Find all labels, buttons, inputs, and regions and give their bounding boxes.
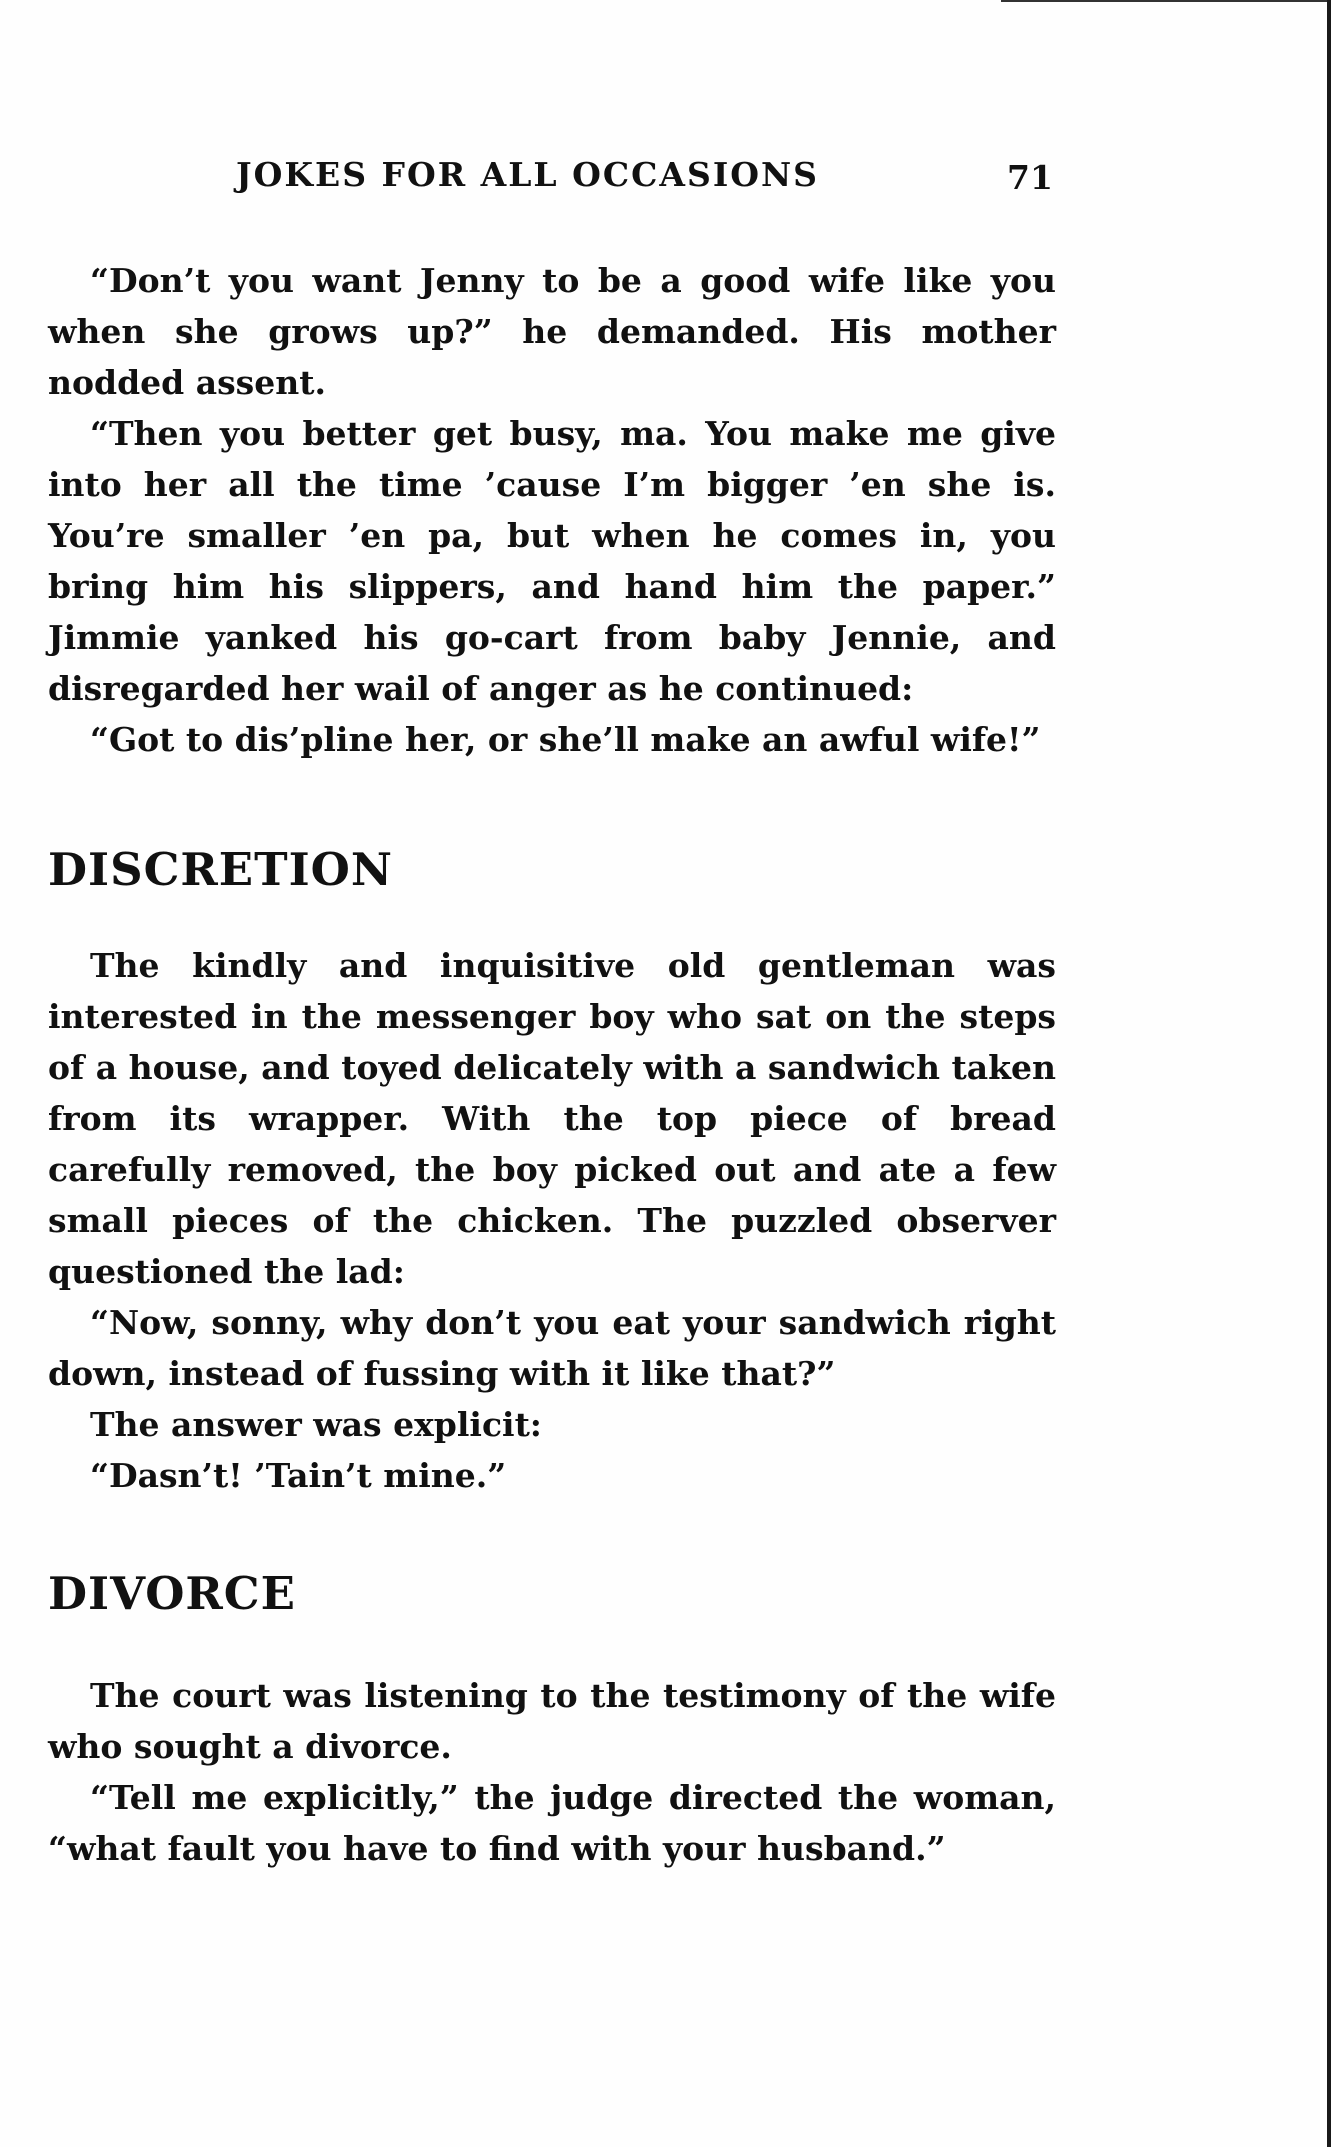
running-head: JOKES FOR ALL OCCASIONS	[236, 155, 819, 194]
paragraph: “Dasn’t! ’Tain’t mine.”	[90, 1456, 507, 1495]
paragraph: “Got to dis’pline her, or she’ll make an awful wife!”	[90, 720, 1041, 759]
paragraph: “Tell me explicitly,” the judge directed the woman, “what fault you have to find with your husband.”	[48, 1778, 1056, 1868]
discretion-story	[48, 940, 1056, 1501]
scan-edge-top	[1001, 0, 1331, 2]
paragraph: “Now, sonny, why don’t you eat your sandwich right down, instead of fussing with it like that?”	[48, 1303, 1056, 1393]
divorce-story	[48, 1670, 1056, 1874]
paragraph: “Then you better get busy, ma. You make me give into her all the time ’cause I’m bigger ’en she is. You’re smaller ’en pa, but when he comes in, you bring him his slippers, and hand him the paper.” Jimmie yanked his go-cart from baby Jennie, and disregarded her wail of anger as he continued:	[48, 414, 1056, 708]
intro-story	[48, 255, 1056, 765]
section-heading-divorce: DIVORCE	[48, 1567, 296, 1620]
paragraph: The answer was explicit:	[90, 1405, 542, 1444]
paragraph: The kindly and inquisitive old gentleman was interested in the messenger boy who sat on the steps of a house, and toyed delicately with a sandwich taken from its wrapper. With the top piece of bread carefully removed, the boy picked out and ate a few small pieces of the chicken. The puzzled observer questioned the lad:	[48, 946, 1056, 1291]
scan-edge-right	[1327, 0, 1331, 2147]
section-heading-discretion: DISCRETION	[48, 843, 393, 896]
paragraph: “Don’t you want Jenny to be a good wife like you when she grows up?” he demanded. His mother nodded assent.	[48, 261, 1056, 402]
page-number: 71	[1007, 158, 1053, 197]
paragraph: The court was listening to the testimony of the wife who sought a divorce.	[48, 1676, 1056, 1766]
